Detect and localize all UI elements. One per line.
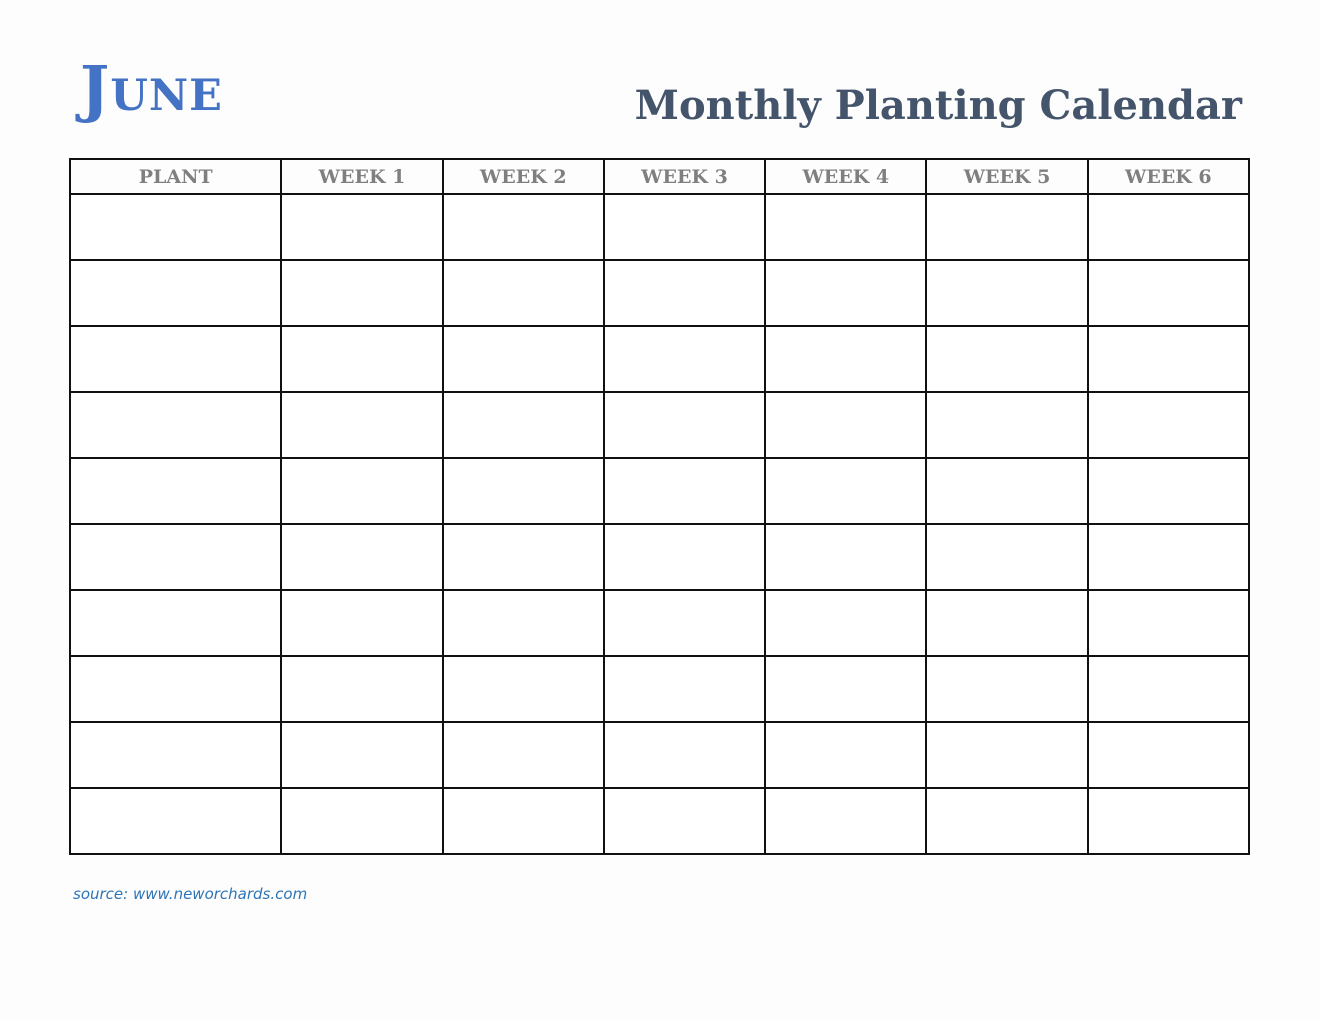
table-row (70, 326, 1249, 392)
table-row (70, 194, 1249, 260)
week-3-cell[interactable] (604, 392, 765, 458)
week-5-cell[interactable] (926, 524, 1087, 590)
week-3-cell[interactable] (604, 788, 765, 854)
week-5-cell[interactable] (926, 260, 1087, 326)
week-1-cell[interactable] (281, 788, 442, 854)
plant-cell[interactable] (70, 656, 281, 722)
week-1-cell[interactable] (281, 458, 442, 524)
week-4-cell[interactable] (765, 524, 926, 590)
week-1-cell[interactable] (281, 392, 442, 458)
week-4-cell[interactable] (765, 590, 926, 656)
week-2-cell[interactable] (443, 392, 604, 458)
table-row (70, 788, 1249, 854)
week-5-cell[interactable] (926, 458, 1087, 524)
week-4-cell[interactable] (765, 194, 926, 260)
week-6-cell[interactable] (1088, 260, 1249, 326)
week-1-cell[interactable] (281, 260, 442, 326)
plant-cell[interactable] (70, 722, 281, 788)
week-6-cell[interactable] (1088, 590, 1249, 656)
week-2-cell[interactable] (443, 194, 604, 260)
column-header-week-3: WEEK 3 (604, 159, 765, 194)
week-5-cell[interactable] (926, 326, 1087, 392)
week-3-cell[interactable] (604, 260, 765, 326)
column-header-week-4: WEEK 4 (765, 159, 926, 194)
table-row (70, 722, 1249, 788)
week-3-cell[interactable] (604, 656, 765, 722)
week-5-cell[interactable] (926, 788, 1087, 854)
week-3-cell[interactable] (604, 194, 765, 260)
column-header-week-2: WEEK 2 (443, 159, 604, 194)
week-2-cell[interactable] (443, 590, 604, 656)
plant-cell[interactable] (70, 194, 281, 260)
column-header-week-5: WEEK 5 (926, 159, 1087, 194)
week-1-cell[interactable] (281, 656, 442, 722)
week-2-cell[interactable] (443, 788, 604, 854)
plant-cell[interactable] (70, 458, 281, 524)
plant-cell[interactable] (70, 326, 281, 392)
week-6-cell[interactable] (1088, 458, 1249, 524)
week-2-cell[interactable] (443, 260, 604, 326)
week-4-cell[interactable] (765, 722, 926, 788)
week-5-cell[interactable] (926, 656, 1087, 722)
week-3-cell[interactable] (604, 524, 765, 590)
column-header-plant: PLANT (70, 159, 281, 194)
week-4-cell[interactable] (765, 326, 926, 392)
week-2-cell[interactable] (443, 458, 604, 524)
table-row (70, 260, 1249, 326)
week-4-cell[interactable] (765, 260, 926, 326)
table-row (70, 590, 1249, 656)
month-title: June (80, 52, 223, 125)
week-1-cell[interactable] (281, 722, 442, 788)
week-5-cell[interactable] (926, 590, 1087, 656)
week-3-cell[interactable] (604, 458, 765, 524)
week-2-cell[interactable] (443, 524, 604, 590)
week-6-cell[interactable] (1088, 326, 1249, 392)
week-4-cell[interactable] (765, 458, 926, 524)
week-3-cell[interactable] (604, 590, 765, 656)
planting-calendar-table (69, 158, 1250, 855)
table-row (70, 656, 1249, 722)
column-header-week-6: WEEK 6 (1088, 159, 1249, 194)
column-header-week-1: WEEK 1 (281, 159, 442, 194)
table-row (70, 524, 1249, 590)
plant-cell[interactable] (70, 260, 281, 326)
week-6-cell[interactable] (1088, 194, 1249, 260)
table-header-row (70, 159, 1249, 194)
week-5-cell[interactable] (926, 392, 1087, 458)
table-body (70, 194, 1249, 854)
week-1-cell[interactable] (281, 590, 442, 656)
week-1-cell[interactable] (281, 194, 442, 260)
plant-cell[interactable] (70, 524, 281, 590)
week-6-cell[interactable] (1088, 788, 1249, 854)
week-2-cell[interactable] (443, 326, 604, 392)
week-6-cell[interactable] (1088, 656, 1249, 722)
plant-cell[interactable] (70, 392, 281, 458)
week-3-cell[interactable] (604, 722, 765, 788)
week-6-cell[interactable] (1088, 722, 1249, 788)
week-5-cell[interactable] (926, 194, 1087, 260)
week-4-cell[interactable] (765, 392, 926, 458)
week-1-cell[interactable] (281, 524, 442, 590)
table-row (70, 458, 1249, 524)
source-note: source: www.neworchards.com (73, 885, 308, 903)
table-row (70, 392, 1249, 458)
week-2-cell[interactable] (443, 656, 604, 722)
week-3-cell[interactable] (604, 326, 765, 392)
week-4-cell[interactable] (765, 656, 926, 722)
week-6-cell[interactable] (1088, 392, 1249, 458)
week-6-cell[interactable] (1088, 524, 1249, 590)
plant-cell[interactable] (70, 590, 281, 656)
page-title: Monthly Planting Calendar (634, 82, 1242, 129)
week-4-cell[interactable] (765, 788, 926, 854)
week-5-cell[interactable] (926, 722, 1087, 788)
week-2-cell[interactable] (443, 722, 604, 788)
week-1-cell[interactable] (281, 326, 442, 392)
plant-cell[interactable] (70, 788, 281, 854)
